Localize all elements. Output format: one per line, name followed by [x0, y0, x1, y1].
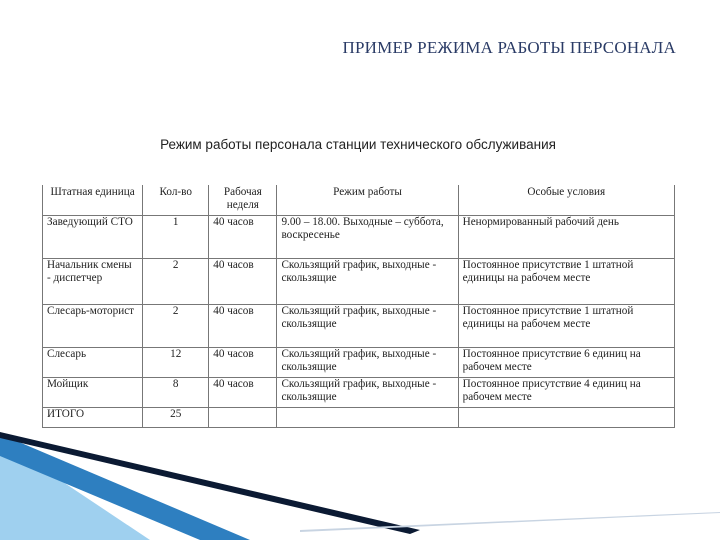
table-row [43, 258, 675, 304]
table-cell: Постоянное присутствие 1 штатной единицы на рабочем месте [458, 304, 674, 347]
slide-title: ПРИМЕР РЕЖИМА РАБОТЫ ПЕРСОНАЛА [342, 38, 676, 57]
table-cell: 40 часов [209, 258, 277, 304]
table-row [43, 347, 675, 377]
table-cell: 40 часов [209, 304, 277, 347]
table-caption: Режим работы персонала станции технического обслуживания [160, 137, 556, 152]
table-cell: Скользящий график, выходные - скользящие [277, 258, 458, 304]
table-cell: Ненормированный рабочий день [458, 215, 674, 258]
table-cell: 40 часов [209, 377, 277, 407]
table-header-row [43, 185, 675, 215]
table-cell: 2 [143, 304, 209, 347]
table-cell: Постоянное присутствие 6 единиц на рабочем месте [458, 347, 674, 377]
table-cell: 2 [143, 258, 209, 304]
schedule-table [42, 185, 675, 428]
table-row [43, 377, 675, 407]
table-row [43, 304, 675, 347]
table-cell: ИТОГО [43, 407, 143, 427]
table-row [43, 215, 675, 258]
table-cell: 40 часов [209, 347, 277, 377]
decorative-swoosh [0, 420, 720, 540]
table-cell: 9.00 – 18.00. Выходные – суббота, воскресенье [277, 215, 458, 258]
table-cell: Мойщик [43, 377, 143, 407]
table-cell: 25 [143, 407, 209, 427]
table-cell: 12 [143, 347, 209, 377]
table-cell: 40 часов [209, 215, 277, 258]
table-cell: 8 [143, 377, 209, 407]
table-cell: Слесарь-моторист [43, 304, 143, 347]
table-cell: Скользящий график, выходные - скользящие [277, 377, 458, 407]
table-cell: Постоянное присутствие 4 единиц на рабочем месте [458, 377, 674, 407]
header-cell: Рабочая неделя [209, 185, 277, 215]
table-cell: Начальник смены - диспетчер [43, 258, 143, 304]
header-cell: Особые условия [458, 185, 674, 215]
table-cell: Заведующий СТО [43, 215, 143, 258]
header-cell: Штатная единица [43, 185, 143, 215]
table-cell: Постоянное присутствие 1 штатной единицы на рабочем месте [458, 258, 674, 304]
table-cell: Скользящий график, выходные - скользящие [277, 347, 458, 377]
header-cell: Кол-во [143, 185, 209, 215]
table-cell: Скользящий график, выходные - скользящие [277, 304, 458, 347]
table-cell: Слесарь [43, 347, 143, 377]
table-cell: 1 [143, 215, 209, 258]
header-cell: Режим работы [277, 185, 458, 215]
